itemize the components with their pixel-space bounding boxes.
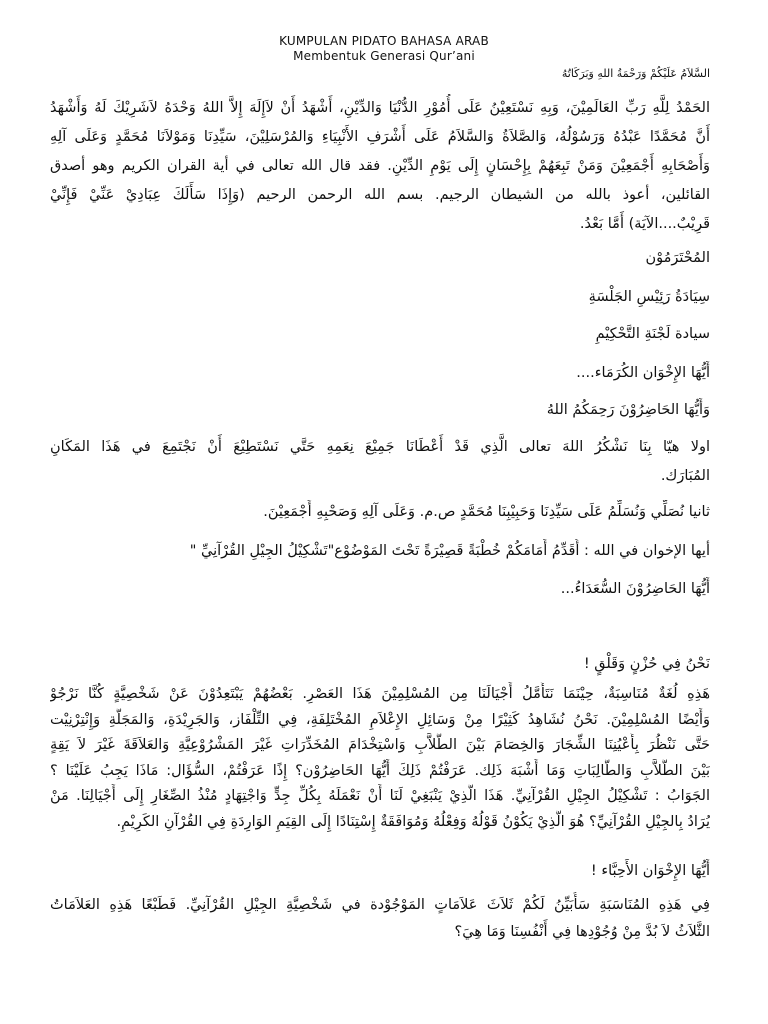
thanks-line: المُبَارَك. [660, 468, 710, 484]
document-subtitle: Membentuk Generasi Qur’ani [293, 49, 475, 63]
body-line: بَيْنَ الطُّلاَّبِ وَالطَّالِبَاتِ وَمَا أَشْبَهَ ذَلِك. عَرَفْتُمْ ذَلِكَ أَيُّهَا الحَاضِرُوْن؟ إِذًا عَرَفْتُمْ، السُّؤَال: مَاذَا يَجِبُ عَلَيْنَا ؟ [50, 762, 710, 779]
audience-line: أَيُّهَا الحَاضِرُوْنَ السُّعَدَاءُ... [560, 581, 710, 597]
section-heading: نَحْنُ فِي حُزْنٍ وَقَلْقٍ ! [583, 656, 710, 672]
body-line: حَتَّى نَنْظُرَ بِأَعْيُنِنَا الشِّجَارَ وَالخِصَامَ بَيْنَ الطُّلاَّبِ وَاسْتِخْدَامَ المُخَدِّرَاتِ غَيْرَ المَشْرُوْعِيَّةِ وَالعَلاَقَةَ غَيْرَ لاَ يَقِةٍ [50, 737, 710, 753]
opening-line: وَأَصْحَابِهِ أَجْمَعِيْنَ وَمَنْ تَبِعَهُمْ بِإِحْسَانٍ إِلَى يَوْمِ الدِّيْنِ. فقد قال الله تعالى في أية القران الكريم وهو أصدق [50, 158, 710, 174]
document-title: KUMPULAN PIDATO BAHASA ARAB [279, 34, 489, 48]
body-paragraph-1 [50, 682, 710, 835]
opening-line: القائلين، أعوذ بالله من الشيطان الرجيم. بسم الله الرحمن الرحيم (وَإِذَا سَأَلَكَ عِبَادِيْ عَنِّيْ فَإِنِّيْ [50, 187, 710, 203]
shalawat-line: ثانيا نُصَلِّي وَنُسَلِّمُ عَلَى سَيِّدِنَا وَحَبِيْبِنَا مُحَمَّدٍ ص.م. وَعَلَى آلِهِ وَصَحْبِهِ أَجْمَعِيْنَ. [263, 504, 710, 520]
body-line: الجَوَابُ : تَشْكِيْلُ الجِيْلِ القُرْآنِيِّ. هَذَا الَّذِيْ يَنْبَغِيْ لَنَا أَنْ نَعْمَلَهُ بِكُلِّ جِدٍّ وَاجْتِهَادٍ مُنْذُ الصِّغَارِ إِلَى أَجْيَالِنَا. مَنْ [50, 788, 710, 804]
thanks-line: اولا هيّا بِنَا نَشْكُرُ اللهَ تعالى الَّذِي قَدْ أَعْطَانَا جَمِيْعَ نِعَمِهِ حَتَّي نَسْتَطِيْعَ أَنْ نَجْتَمِعَ في هَذَا المَكَانِ [50, 439, 710, 455]
address-line: أَيُّهَا الإِخْوَان الكُرَمَاء.... [576, 365, 710, 381]
body-line: وَأَيْضًا المُسْلِمِيْنَ. نَحْنُ نُشَاهِدُ كَثِيْرًا مِنْ وَسَائِلِ الإِعْلاَمِ المُخْتَلِفَةِ، فِي التِّلْفَاز، وَالجَرِيْدَةِ، وَالمَجَلَّةِ وَإِنْتِرْنِيْت [50, 711, 710, 728]
opening-paragraph [50, 94, 710, 239]
opening-line: أَنَّ مُحَمَّدًا عَبْدُهُ وَرَسُوْلُهُ، وَالصَّلاَةُ وَالسَّلاَمُ عَلَى أَشْرَفِ الأَنْبِيَاءِ وَالمُرْسَلِيْنَ، سَيِّدِنَا وَمَوْلاَنَا مُحَمَّدٍ وَعَلَى آلِهِ [50, 129, 710, 145]
document-header [0, 34, 768, 64]
body-line: الثَّلاَثُ لاَ بُدَّ مِنْ وُجُوْدِها فِي أَنْفُسِنَا وَمَا هِيَ؟ [454, 924, 710, 940]
salam-greeting: السَّلاَمُ عَلَيْكُمْ وَرَحْمَةُ اللهِ وَبَرَكَاتُهُ [561, 67, 710, 80]
topic-line: أيها الإخوان في الله : أُقَدِّمُ أَمَامَكُمْ خُطْبَةً قَصِيْرَةً تَحْتَ المَوْضُوْع"تَشْكِيْلُ الجِيْلِ القُرْآنِيِّ " [189, 543, 710, 559]
opening-line: الحَمْدُ لِلَّهِ رَبِّ العَالَمِيْنَ، وَبِهِ نَسْتَعِيْنُ عَلَى أُمُوْرِ الدُّنْيَا وَالدِّيْنِ، أَشْهَدُ أَنْ لاَإِلَهَ إِلاَّ اللهُ وَحْدَهُ لاَشَرِيْكَ لَهُ وَأَشْهَدُ [50, 100, 710, 116]
body-line: يُرَادُ بِالجِيْلِ القُرْآنِيِّ؟ هُوَ الَّذِيْ يَكُوْنُ قَوْلُهُ وَفِعْلُهُ وَمُوَافَقَةٌ إِسْتِنَادًا إِلَى القِيَمِ الوَارِدَةِ فِي القُرْآنِ الكَرِيْمِ. [116, 813, 710, 830]
address-line: سِيَادَةُ رَئِيْسِ الجَلْسَةِ [588, 289, 710, 305]
body-line: فِي هَذِهِ المُنَاسَبَةِ سَأُبَيِّنُ لَكُمْ ثَلاَثَ عَلاَمَاتٍ المَوْجُوْدة في شَخْصِيَّةِ الجِيْلِ القُرْآنِيِّ. فَطَبْعًا هَذِهِ العَلاَمَاتُ [50, 897, 710, 913]
address-line: المُحْتَرَمُوْن [645, 250, 710, 266]
body-line: هَذِهِ لُغَةٌ مُنَاسِبَةٌ، حِيْنَمَا نَتَأَمَّلُ أَجْيَالَنَا مِن المُسْلِمِيْنَ هَذَا العَصْرِ. بَعْضُهُمْ يَبْتَعِدُوْنَ عَنْ شَخْصِيَّةٍ كُنَّا نَرْجُوْ [50, 686, 710, 702]
section-heading: أَيُّهَا الإِخْوَان الأَحِبَّاء ! [590, 863, 710, 879]
address-line: سيادة لَجْنَةِ التَّحْكِيْمِ [595, 326, 710, 342]
body-paragraph-2 [50, 892, 710, 946]
opening-line: قَرِيْبٌ....الآيَة) أَمَّا بَعْدُ. [579, 216, 710, 232]
address-line: وَأَيُّهَا الحَاضِرُوْنَ رَحِمَكُمُ اللهُ [546, 402, 710, 418]
thanks-paragraph [50, 433, 710, 491]
